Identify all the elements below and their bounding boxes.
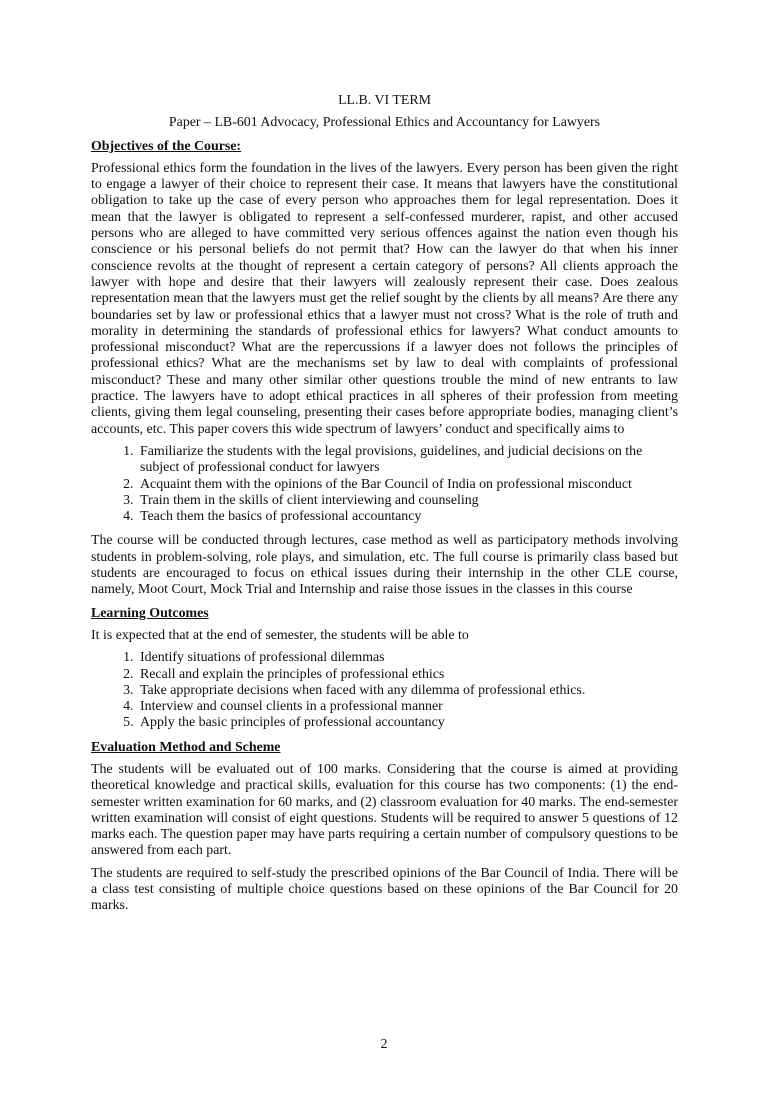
- list-item: 4. Teach them the basics of professional accountancy: [137, 509, 678, 525]
- evaluation-paragraph-1: The students will be evaluated out of 100 marks. Considering that the course is aimed at providing theoretical knowledge and practical skills, evaluation for this course has two components: (1) the end-semester written examination for 60 marks, and (2) classroom evaluation for 40 marks. The end-semester written examination will consist of eight questions. Students will be required to answer 5 questions of 12 marks each. The question paper may have parts requiring a certain number of compulsory questions to be answered from each part.: [91, 761, 678, 859]
- list-item: 4. Interview and counsel clients in a professional manner: [137, 699, 678, 715]
- outcomes-intro: It is expected that at the end of semester, the students will be able to: [91, 627, 469, 643]
- term-title: LL.B. VI TERM: [338, 93, 431, 108]
- objectives-heading: Objectives of the Course:: [91, 138, 242, 154]
- paper-title: Paper – LB-601 Advocacy, Professional Ethics and Accountancy for Lawyers: [168, 115, 601, 131]
- method-paragraph: The course will be conducted through lectures, case method as well as participatory methods involving students in problem-solving, role plays, and simulation, etc. The full course is primarily class based but students are encouraged to focus on ethical issues during their internship in the other CLE course, namely, Moot Court, Mock Trial and Internship and raise those issues in the classes in this course: [91, 533, 678, 598]
- outcomes-list: [91, 650, 678, 731]
- document-page: [0, 93, 768, 1117]
- list-item: 2. Recall and explain the principles of professional ethics: [137, 667, 678, 683]
- list-item: 3. Take appropriate decisions when faced with any dilemma of professional ethics.: [137, 683, 678, 699]
- aims-list: [91, 444, 678, 525]
- page-number: 2: [380, 1037, 388, 1052]
- list-item: 3. Train them in the skills of client interviewing and counseling: [137, 493, 678, 509]
- list-item: 1. Familiarize the students with the legal provisions, guidelines, and judicial decisions on the subject of professional conduct for lawyers: [137, 444, 678, 477]
- list-item: 1. Identify situations of professional dilemmas: [137, 650, 678, 666]
- outcomes-heading: Learning Outcomes: [91, 605, 209, 621]
- list-item: 2. Acquaint them with the opinions of the Bar Council of India on professional misconduct: [137, 477, 678, 493]
- evaluation-heading: Evaluation Method and Scheme: [91, 739, 281, 755]
- evaluation-paragraph-2: The students are required to self-study the prescribed opinions of the Bar Council of India. There will be a class test consisting of multiple choice questions based on these opinions of the Bar Council for 20 marks.: [91, 865, 678, 914]
- list-item: 5. Apply the basic principles of professional accountancy: [137, 715, 678, 731]
- objectives-paragraph: Professional ethics form the foundation in the lives of the lawyers. Every person has been given the right to engage a lawyer of their choice to represent their case. It means that lawyers have the constitutional obligation to take up the case of every person who approaches them for legal representation. Does it mean that the lawyer is obligated to represent a self-confessed murderer, rapist, and other accused persons who are alleged to have committed very serious offences against the nation even though his conscience or his personal beliefs do not permit that? How can the lawyer do that when his inner conscience revolts at the thought of represent a certain category of persons? All clients approach the lawyer with hope and desire that their lawyers will zealously represent their case. Does zealous representation mean that the lawyers must get the relief sought by the clients by all means? Are there any boundaries set by law or professional ethics that a lawyer must not cross? What is the role of truth and morality in determining the standards of professional ethics for lawyers? What conduct amounts to professional misconduct? What are the repercussions if a lawyer does not follows the principles of professional ethics? What are the mechanisms set by law to deal with complaints of professional misconduct? These and many other similar other questions trouble the mind of new entrants to law practice. The lawyers have to adopt ethical practices in all spheres of their profession from meeting clients, giving them legal counseling, presenting their cases before appropriate bodies, managing client’s accounts, etc. This paper covers this wide spectrum of lawyers’ conduct and specifically aims to: [91, 160, 678, 437]
